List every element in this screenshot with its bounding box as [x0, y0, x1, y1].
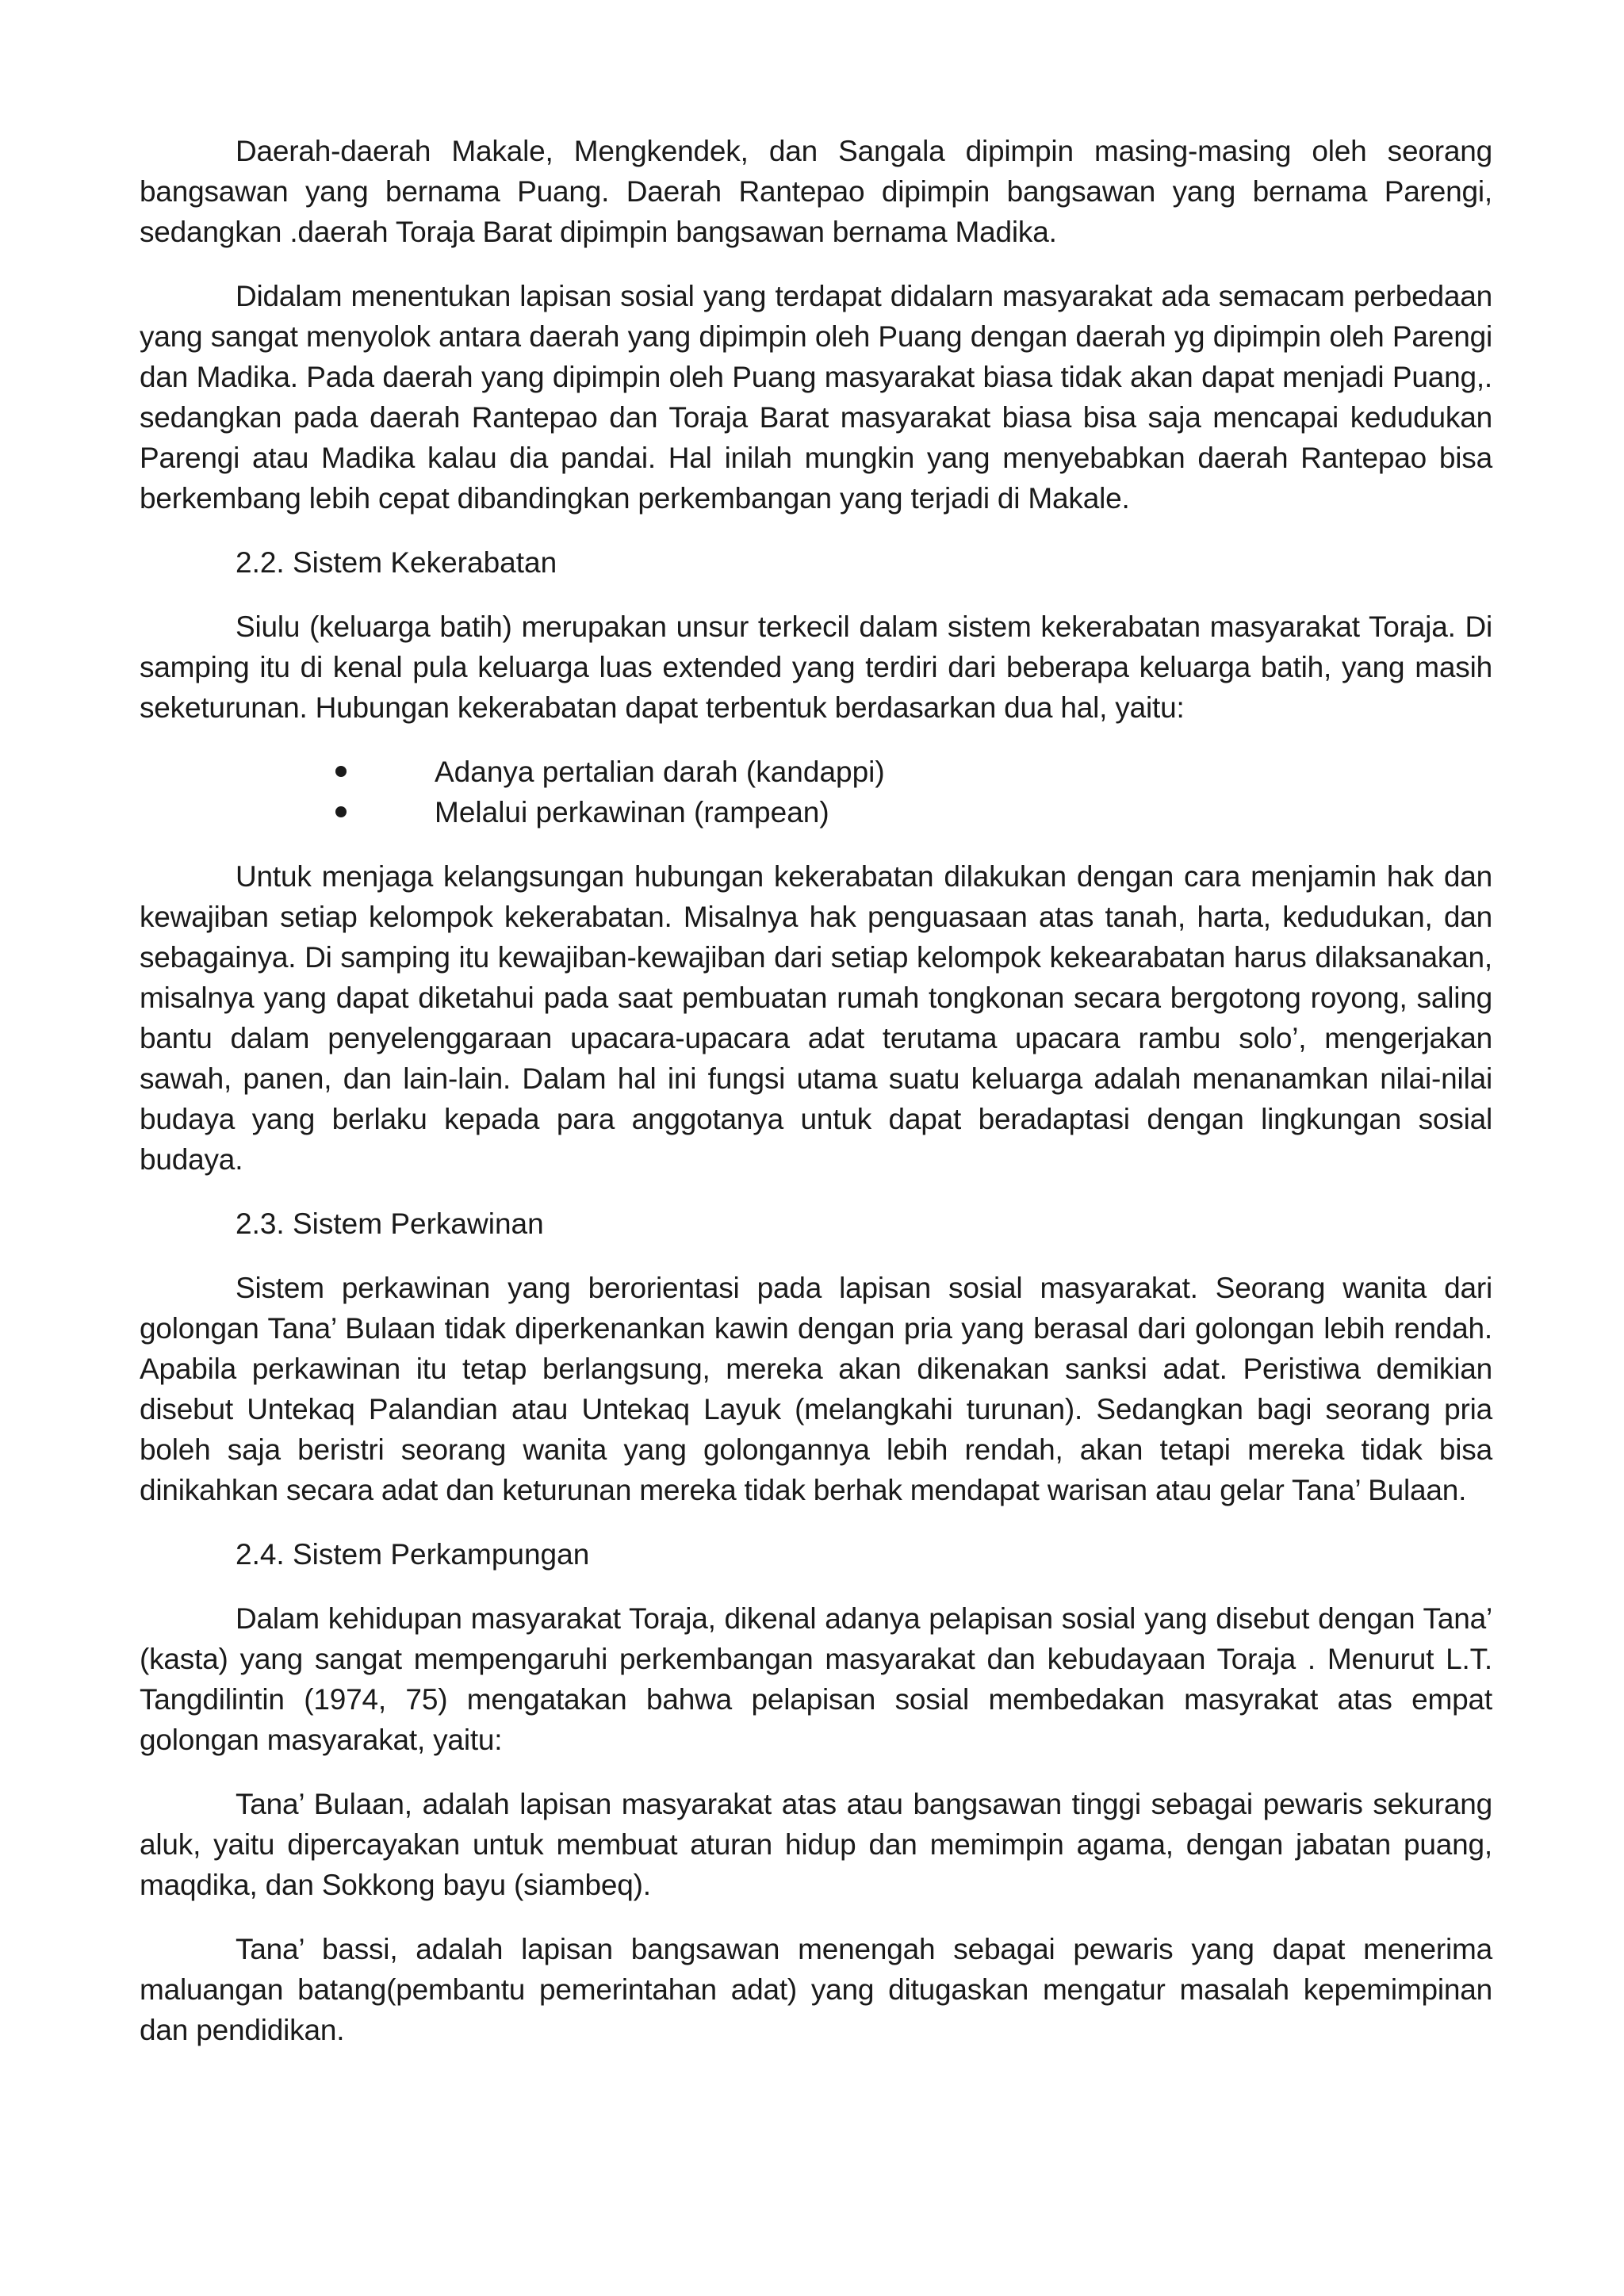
- heading-kekerabatan: 2.2. Sistem Kekerabatan: [236, 546, 557, 579]
- list-item-text: Melalui perkawinan (rampean): [435, 796, 829, 828]
- paragraph-leaders: Daerah-daerah Makale, Mengkendek, dan Sangala dipimpin masing-masing oleh seorang bangsawan yang bernama Puang. Daerah Rantepao dipimpin bangsawan yang bernama Parengi, sedangkan .daerah Toraja Barat dipimpin bangsawan bernama Madika.: [140, 135, 1492, 248]
- paragraph-social-layers: Didalam menentukan lapisan sosial yang terdapat didalarn masyarakat ada semacam perbedaan yang sangat menyolok antara daerah yang dipimpin oleh Puang dengan daerah yg dipimpin oleh Parengi dan Madika. Pada daerah yang dipimpin oleh Puang masyarakat biasa tidak akan dapat menjadi Puang,. sedangkan pada daerah Rantepao dan Toraja Barat masyarakat biasa bisa saja mencapai kedudukan Parengi atau Madika kalau dia pandai. Hal inilah mungkin yang menyebabkan daerah Rantepao bisa berkembang lebih cepat dibandingkan perkembangan yang terjadi di Makale.: [140, 280, 1492, 515]
- paragraph-tana-bassi: Tana’ bassi, adalah lapisan bangsawan menengah sebagai pewaris yang dapat menerima maluangan batang(pembantu pemerintahan adat) yang ditugaskan mengatur masalah kepemimpinan dan pendidikan.: [140, 1933, 1492, 2046]
- bullet-list: [140, 752, 1492, 832]
- document-page: [140, 131, 1492, 2074]
- list-item-text: Adanya pertalian darah (kandappi): [435, 756, 885, 788]
- paragraph-kinship-duties: Untuk menjaga kelangsungan hubungan kekerabatan dilakukan dengan cara menjamin hak dan kewajiban setiap kelompok kekerabatan. Misalnya hak penguasaan atas tanah, harta, kedudukan, dan sebagainya. Di samping itu kewajiban-kewajiban dari setiap kelompok kekearabatan harus dilaksanakan, misalnya yang dapat diketahui pada saat pembuatan rumah tongkonan secara bergotong royong, saling bantu dalam penyelenggaraan upacara-upacara adat terutama upacara rambu solo’, mengerjakan sawah, panen, dan lain-lain. Dalam hal ini fungsi utama suatu keluarga adalah menanamkan nilai-nilai budaya yang berlaku kepada para anggotanya untuk dapat beradaptasi dengan lingkungan sosial budaya.: [140, 860, 1492, 1176]
- paragraph-marriage: Sistem perkawinan yang berorientasi pada lapisan sosial masyarakat. Seorang wanita dari golongan Tana’ Bulaan tidak diperkenankan kawin dengan pria yang berasal dari golongan lebih rendah. Apabila perkawinan itu tetap berlangsung, mereka akan dikenakan sanksi adat. Peristiwa demikian disebut Untekaq Palandian atau Untekaq Layuk (melangkahi turunan). Sedangkan bagi seorang pria boleh saja beristri seorang wanita yang golongannya lebih rendah, akan tetapi mereka tidak bisa dinikahkan secara adat dan keturunan mereka tidak berhak mendapat warisan atau gelar Tana’ Bulaan.: [140, 1272, 1492, 1506]
- heading-perkawinan: 2.3. Sistem Perkawinan: [236, 1207, 544, 1240]
- paragraph-tana-intro: Dalam kehidupan masyarakat Toraja, dikenal adanya pelapisan sosial yang disebut dengan Tana’ (kasta) yang sangat mempengaruhi perkembangan masyarakat dan kebudayaan Toraja . Menurut L.T. Tangdilintin (1974, 75) mengatakan bahwa pelapisan sosial membedakan masyrakat atas empat golongan masyarakat, yaitu:: [140, 1602, 1492, 1756]
- heading-perkampungan: 2.4. Sistem Perkampungan: [236, 1538, 590, 1571]
- paragraph-tana-bulaan: Tana’ Bulaan, adalah lapisan masyarakat atas atau bangsawan tinggi sebagai pewaris sekurang aluk, yaitu dipercayakan untuk membuat aturan hidup dan memimpin agama, dengan jabatan puang, maqdika, dan Sokkong bayu (siambeq).: [140, 1788, 1492, 1901]
- paragraph-siulu: Siulu (keluarga batih) merupakan unsur terkecil dalam sistem kekerabatan masyarakat Toraja. Di samping itu di kenal pula keluarga luas extended yang terdiri dari beberapa keluarga batih, yang masih seketurunan. Hubungan kekerabatan dapat terbentuk berdasarkan dua hal, yaitu:: [140, 610, 1492, 724]
- bullet-icon: [335, 806, 347, 817]
- list-item: [140, 752, 1492, 792]
- bullet-icon: [335, 766, 347, 777]
- list-item: [140, 792, 1492, 832]
